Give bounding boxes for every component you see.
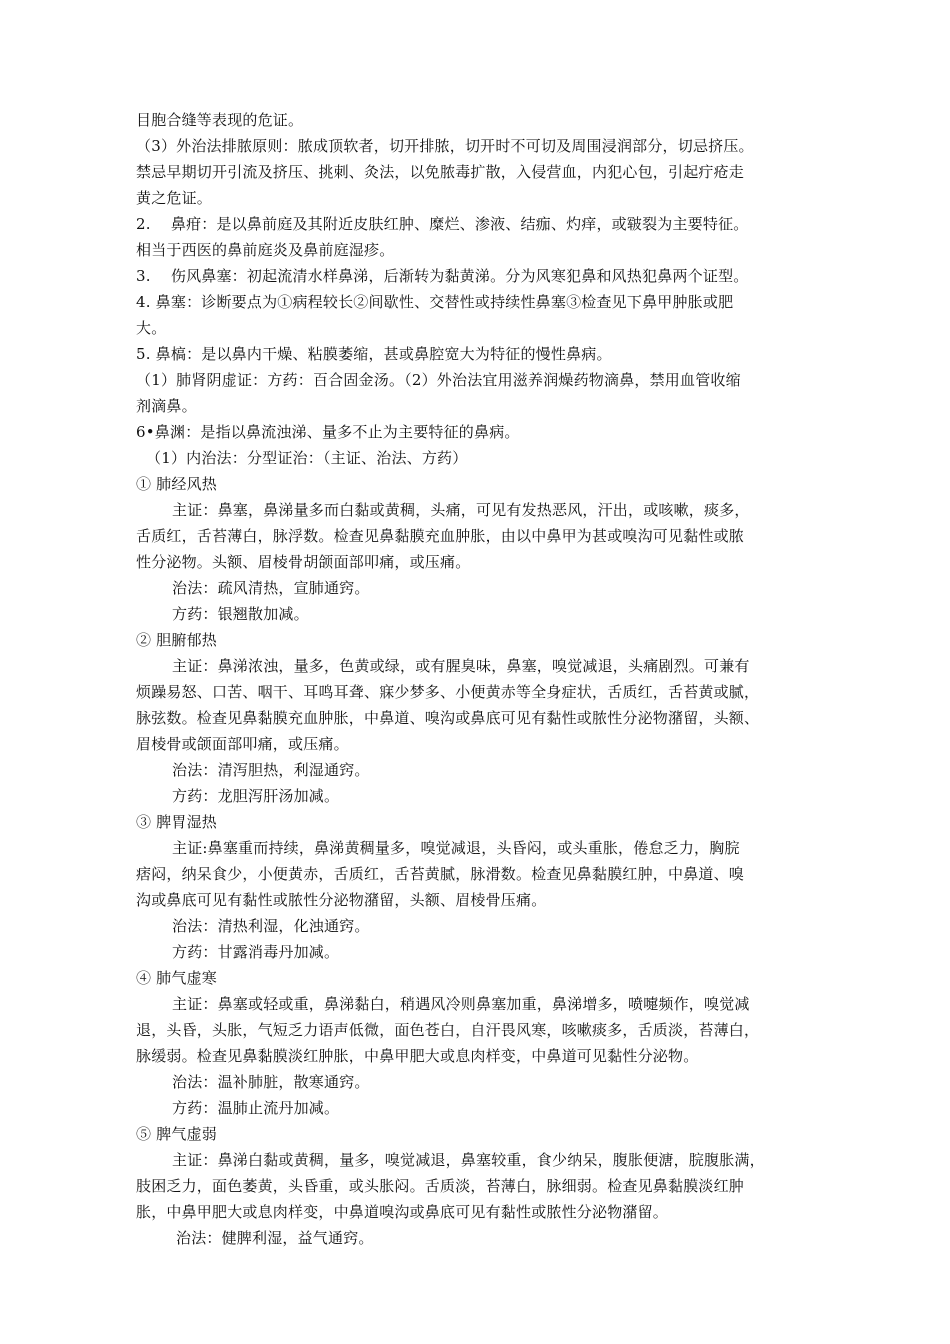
text-line: 痞闷，纳呆食少，小便黄赤，舌质红，舌苔黄腻，脉滑数。检查见鼻黏膜红肿，中鼻道、嗅 <box>136 865 745 883</box>
text-line: 性分泌物。头额、眉棱骨胡颌面部叩痛，或压痛。 <box>136 553 471 571</box>
text-line: 舌质红，舌苔薄白，脉浮数。检查见鼻黏膜充血肿胀，由以中鼻甲为甚或嗅沟可见黏性或脓 <box>136 527 745 545</box>
text-line: 剂滴鼻。 <box>136 397 197 415</box>
section-heading: ⑤ 脾气虚弱 <box>136 1125 217 1143</box>
text-line: 脉缓弱。检查见鼻黏膜淡红肿胀，中鼻甲肥大或息肉样变，中鼻道可见黏性分泌物。 <box>136 1047 699 1065</box>
text-line: 主证：鼻涕白黏或黄稠，量多，嗅觉减退，鼻塞较重，食少纳呆，腹胀便溏，脘腹胀满， <box>172 1151 765 1169</box>
text-line: （3）外治法排脓原则：脓成顶软者，切开排脓，切开时不可切及周围浸润部分，切忌挤压。 <box>136 137 754 155</box>
text-line: 4. 鼻塞：诊断要点为①病程较长②间歇性、交替性或持续性鼻塞③检查见下鼻甲肿胀或肥 <box>136 293 734 311</box>
text-line: 方药：龙胆泻肝汤加减。 <box>172 787 340 805</box>
text-line: 5. 鼻槁：是以鼻内干燥、粘膜萎缩，甚或鼻腔宽大为特征的慢性鼻病。 <box>136 345 612 363</box>
text-line: 沟或鼻底可见有黏性或脓性分泌物潴留，头额、眉棱骨压痛。 <box>136 891 547 909</box>
text-line: 治法：疏风清热，宣肺通窍。 <box>172 579 370 597</box>
text-line: 方药：温肺止流丹加减。 <box>172 1099 340 1117</box>
text-line: 方药：银翘散加减。 <box>172 605 309 623</box>
text-line: 3. 伤风鼻塞：初起流清水样鼻涕，后渐转为黏黄涕。分为风寒犯鼻和风热犯鼻两个证型。 <box>136 267 749 285</box>
section-heading: ② 胆腑郁热 <box>136 631 217 649</box>
text-line: 眉棱骨或颌面部叩痛，或压痛。 <box>136 735 349 753</box>
text-line: 主证：鼻塞或轻或重，鼻涕黏白，稍遇风冷则鼻塞加重，鼻涕增多，喷嚏频作，嗅觉减 <box>172 995 750 1013</box>
text-line: 治法：清泻胆热，利湿通窍。 <box>172 761 370 779</box>
text-line: （1）肺肾阴虚证：方药：百合固金汤。（2）外治法宜用滋养润燥药物滴鼻，禁用血管收缩 <box>136 371 741 389</box>
text-line: 黄之危证。 <box>136 189 213 207</box>
text-line: 2. 鼻疳：是以鼻前庭及其附近皮肤红肿、糜烂、渗液、结痂、灼痒，或皲裂为主要特征。 <box>136 215 749 233</box>
text-line: 大。 <box>136 319 167 337</box>
text-line: 肢困乏力，面色萎黄，头昏重，或头胀闷。舌质淡，苔薄白，脉细弱。检查见鼻黏膜淡红肿 <box>136 1177 745 1195</box>
section-heading: ① 肺经风热 <box>136 475 217 493</box>
text-line: 相当于西医的鼻前庭炎及鼻前庭湿疹。 <box>136 241 395 259</box>
section-heading: ④ 肺气虚寒 <box>136 969 217 987</box>
text-line: 治法：温补肺脏，散寒通窍。 <box>172 1073 370 1091</box>
text-line: 胀，中鼻甲肥大或息肉样变，中鼻道嗅沟或鼻底可见有黏性或脓性分泌物潴留。 <box>136 1203 669 1221</box>
text-line: 6•鼻渊：是指以鼻流浊涕、量多不止为主要特征的鼻病。 <box>136 423 520 441</box>
text-line: 主证：鼻涕浓浊，量多，色黄或绿，或有腥臭味，鼻塞，嗅觉减退，头痛剧烈。可兼有 <box>172 657 750 675</box>
text-line: 治法：清热利湿，化浊通窍。 <box>172 917 370 935</box>
text-line: 退，头昏，头胀，气短乏力语声低微，面色苍白，自汗畏风寒，咳嗽痰多，舌质淡，苔薄白， <box>136 1021 760 1039</box>
text-line: 烦躁易怒、口苦、咽干、耳鸣耳聋、寐少梦多、小便黄赤等全身症状，舌质红，舌苔黄或腻， <box>136 683 760 701</box>
text-line: 主证：鼻塞，鼻涕量多而白黏或黄稠，头痛，可见有发热恶风，汗出，或咳嗽，痰多， <box>172 501 750 519</box>
text-line: 主证:鼻塞重而持续，鼻涕黄稠量多，嗅觉减退，头昏闷，或头重胀，倦怠乏力，胸脘 <box>172 839 740 857</box>
document-body <box>136 107 826 1251</box>
text-line: 禁忌早期切开引流及挤压、挑刺、灸法，以免脓毒扩散，入侵营血，内犯心包，引起疔疮走 <box>136 163 745 181</box>
text-line: 目胞合缝等表现的危证。 <box>136 111 304 129</box>
text-line: 脉弦数。检查见鼻黏膜充血肿胀，中鼻道、嗅沟或鼻底可见有黏性或脓性分泌物潴留，头额、 <box>136 709 760 727</box>
section-heading: ③ 脾胃湿热 <box>136 813 217 831</box>
text-line: （1）内治法：分型证治：（主证、治法、方药） <box>146 449 468 467</box>
text-line: 方药：甘露消毒丹加减。 <box>172 943 340 961</box>
text-line: 治法：健脾利湿，益气通窍。 <box>176 1229 374 1247</box>
